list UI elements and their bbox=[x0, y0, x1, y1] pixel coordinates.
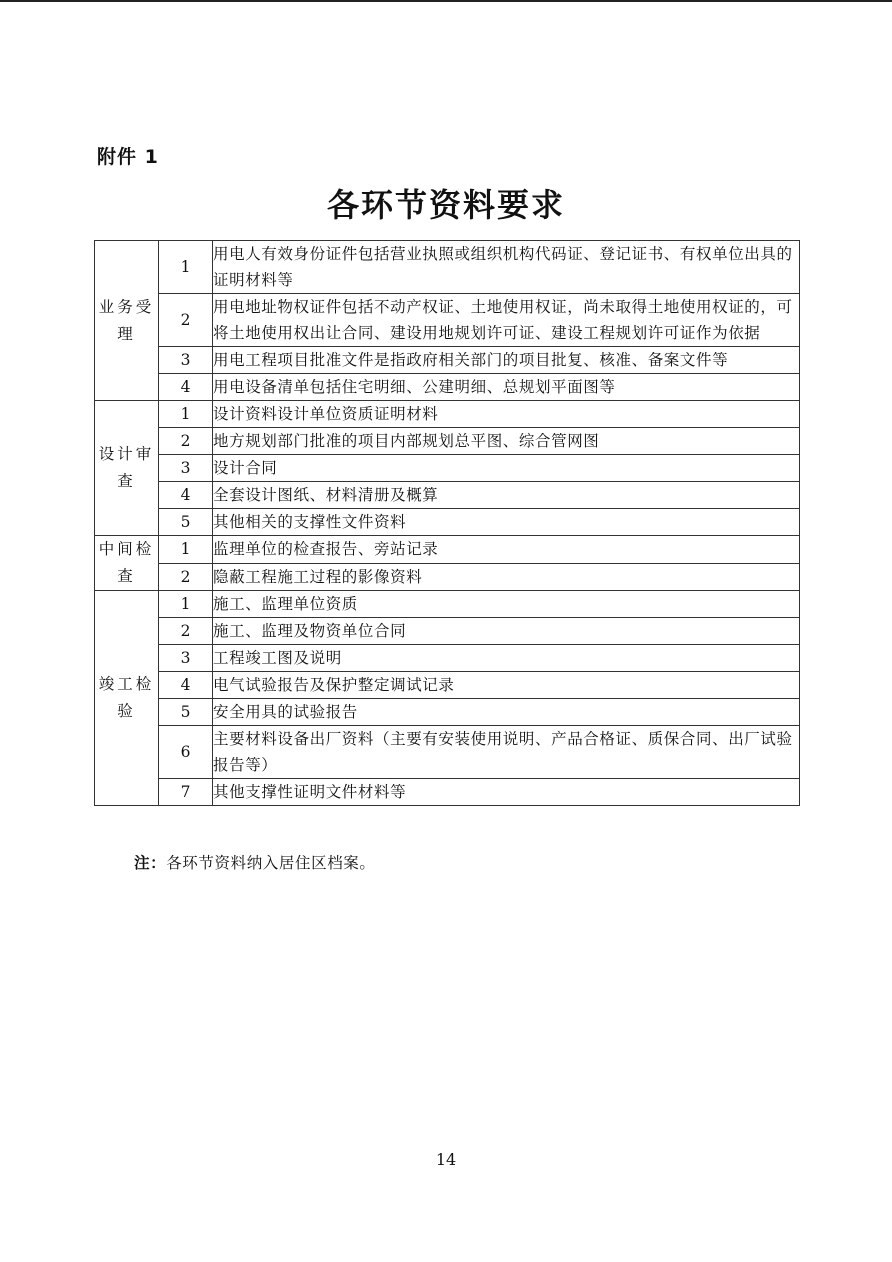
item-number: 6 bbox=[159, 726, 213, 779]
top-border-line bbox=[0, 0, 892, 2]
item-number: 1 bbox=[159, 536, 213, 564]
item-text: 地方规划部门批准的项目内部规划总平图、综合管网图 bbox=[213, 428, 800, 455]
item-text: 其他支撑性证明文件材料等 bbox=[213, 779, 800, 806]
stage-cell bbox=[95, 536, 159, 591]
item-text: 用电人有效身份证件包括营业执照或组织机构代码证、登记证书、有权单位出具的证明材料等 bbox=[213, 241, 800, 294]
item-text: 用电设备清单包括住宅明细、公建明细、总规划平面图等 bbox=[213, 374, 800, 401]
item-number: 5 bbox=[159, 699, 213, 726]
stage-label: 设计审查 bbox=[98, 445, 155, 490]
item-text: 工程竣工图及说明 bbox=[213, 645, 800, 672]
item-text: 电气试验报告及保护整定调试记录 bbox=[213, 672, 800, 699]
stage-cell bbox=[95, 591, 159, 806]
item-text: 用电工程项目批准文件是指政府相关部门的项目批复、核准、备案文件等 bbox=[213, 347, 800, 374]
item-text: 主要材料设备出厂资料（主要有安装使用说明、产品合格证、质保合同、出厂试验报告等） bbox=[213, 726, 800, 779]
item-text: 施工、监理及物资单位合同 bbox=[213, 618, 800, 645]
item-number: 3 bbox=[159, 455, 213, 482]
stage-label: 业务受理 bbox=[98, 297, 155, 343]
item-number: 4 bbox=[159, 482, 213, 509]
item-number: 2 bbox=[159, 563, 213, 591]
item-number: 1 bbox=[159, 241, 213, 294]
item-text: 设计资料设计单位资质证明材料 bbox=[213, 401, 800, 428]
document-title: 各环节资料要求 bbox=[326, 186, 565, 224]
item-number: 1 bbox=[159, 401, 213, 428]
item-text: 其他相关的支撑性文件资料 bbox=[213, 509, 800, 536]
item-number: 3 bbox=[159, 645, 213, 672]
item-number: 2 bbox=[159, 618, 213, 645]
stage-label: 竣工检验 bbox=[98, 675, 155, 720]
stage-cell bbox=[95, 241, 159, 401]
table-note bbox=[134, 851, 376, 873]
item-text: 用电地址物权证件包括不动产权证、土地使用权证，尚未取得土地使用权证的，可将土地使用权出让合同、建设用地规划许可证、建设工程规划许可证作为依据 bbox=[213, 294, 800, 347]
item-text: 设计合同 bbox=[213, 455, 800, 482]
stage-label: 中间检查 bbox=[98, 540, 155, 585]
item-number: 7 bbox=[159, 779, 213, 806]
requirements-table bbox=[94, 240, 800, 806]
item-number: 5 bbox=[159, 509, 213, 536]
item-number: 2 bbox=[159, 428, 213, 455]
note-text: 各环节资料纳入居住区档案。 bbox=[166, 854, 376, 872]
item-number: 4 bbox=[159, 672, 213, 699]
item-number: 4 bbox=[159, 374, 213, 401]
item-number: 3 bbox=[159, 347, 213, 374]
note-heading: 注： bbox=[134, 854, 167, 872]
item-text: 隐蔽工程施工过程的影像资料 bbox=[213, 563, 800, 591]
item-text: 监理单位的检查报告、旁站记录 bbox=[213, 536, 800, 564]
page-number: 14 bbox=[435, 1150, 457, 1169]
item-text: 全套设计图纸、材料清册及概算 bbox=[213, 482, 800, 509]
attachment-label: 附件 1 bbox=[97, 146, 159, 168]
stage-cell bbox=[95, 401, 159, 536]
item-number: 2 bbox=[159, 294, 213, 347]
item-text: 施工、监理单位资质 bbox=[213, 591, 800, 618]
item-text: 安全用具的试验报告 bbox=[213, 699, 800, 726]
item-number: 1 bbox=[159, 591, 213, 618]
